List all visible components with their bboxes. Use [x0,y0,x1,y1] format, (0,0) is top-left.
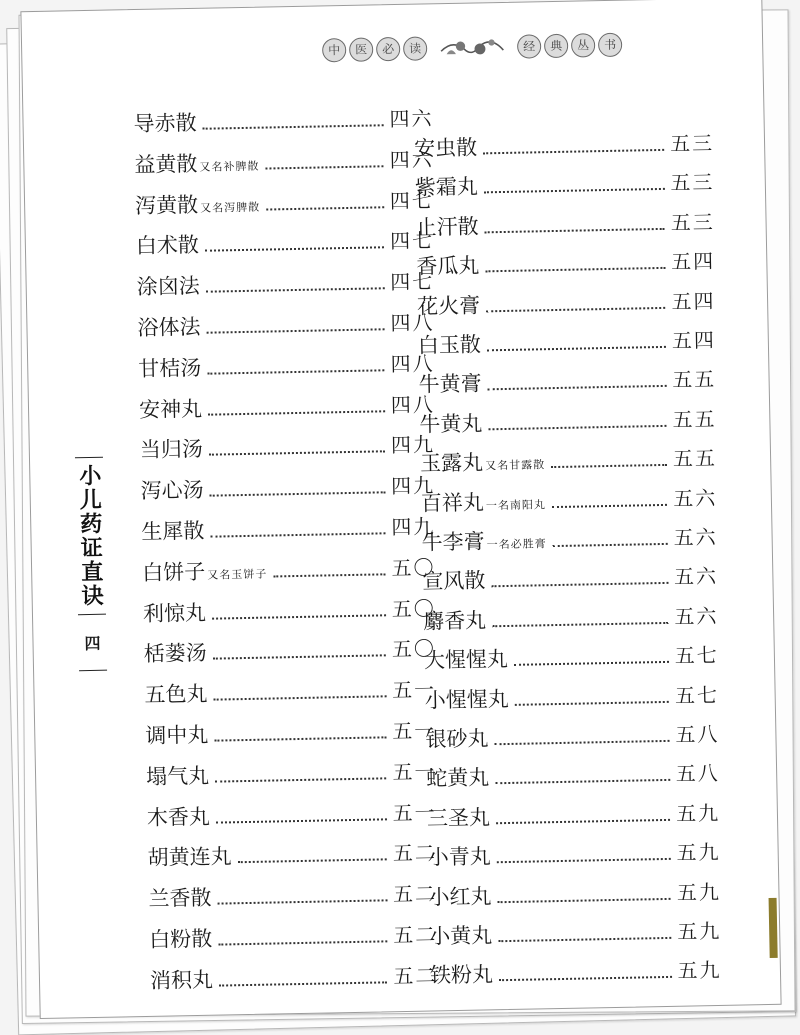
entry-page-number: 四七 [390,269,435,295]
entry-page-number: 四九 [391,514,436,540]
toc-entry [147,837,437,873]
dot-leader [515,700,669,705]
entry-page-number: 五九 [676,840,721,865]
page-number: 四 [84,633,101,654]
entry-page-number: 四八 [390,391,436,417]
toc-entry [134,143,434,179]
dot-leader [487,346,666,351]
entry-page-number: 五一 [392,759,437,785]
toc-entry [133,102,434,138]
book-title: 小儿药证直诀 [75,463,105,609]
dot-leader [206,287,385,292]
dot-leader [215,777,386,782]
dot-leader [514,661,669,666]
toc-entry [137,306,435,342]
dot-leader [498,937,671,942]
dot-leader [495,779,670,784]
toc-entry [143,633,436,669]
series-badge: 中 [322,38,346,62]
dot-leader [496,819,670,824]
entry-title: 浴体法 [137,314,201,341]
dot-leader [552,503,667,507]
dot-leader [492,622,668,627]
dot-leader [213,655,386,660]
toc-entry [146,755,437,791]
toc-entry [424,679,719,715]
toc-entry [415,166,715,202]
toc-entry [420,442,717,478]
entry-title: 导赤散 [133,110,197,137]
toc-entry [425,718,720,754]
entry-title: 泻心汤 [140,477,204,504]
dot-leader [219,981,387,986]
entry-title: 香瓜丸 [416,253,480,279]
entry-page-number: 五三 [670,170,715,196]
dot-leader [205,247,384,252]
entry-note: 一名必胜膏 [486,537,547,552]
entry-page-number: 五八 [675,721,720,747]
entry-title: 玉露丸 [419,450,484,476]
entry-page-number: 五五 [672,406,717,432]
entry-page-number: 五三 [670,209,715,235]
edge-strip [769,898,778,958]
entry-page-number: 四九 [390,473,436,499]
dot-leader [497,858,671,863]
toc-entry [414,127,715,163]
entry-title: 当归汤 [139,437,204,463]
entry-page-number: 五四 [671,288,716,314]
entry-page-number: 五二 [392,840,438,866]
entry-title: 白饼子 [141,559,206,585]
toc-entry [139,388,435,424]
dot-leader [218,900,388,905]
toc-entry [430,954,722,990]
entry-title: 小红丸 [428,883,492,910]
entry-note: 又名玉饼子 [207,567,268,582]
entry-page-number: 四七 [389,228,435,254]
entry-page-number: 四九 [390,432,436,458]
entry-title: 小惺惺丸 [424,686,509,713]
divider [75,457,103,459]
entry-page-number: 五六 [673,485,718,511]
toc-entry [144,674,436,710]
dot-leader [238,859,387,864]
entry-page-number: 五六 [673,564,719,590]
toc-entry [147,796,437,832]
toc-entry [417,285,716,321]
entry-page-number: 五六 [673,524,718,550]
dot-leader [488,425,666,430]
entry-page-number: 五一 [392,799,437,825]
toc-entry [145,714,437,750]
entry-page-number: 五二 [393,963,438,989]
entry-title: 小青丸 [427,844,491,870]
divider [79,670,107,672]
page-header [322,27,623,69]
dot-leader [212,614,386,619]
divider [78,614,106,616]
entry-page-number: 五四 [671,327,717,353]
dot-leader [486,306,665,311]
entry-page-number: 五六 [674,603,719,629]
toc-entry [138,347,435,383]
dot-leader [492,582,669,587]
toc-entry [427,797,721,833]
series-badge: 读 [403,36,427,60]
entry-title: 木香丸 [146,804,211,830]
toc-entry [428,876,721,912]
book-page [20,0,781,1019]
entry-title: 牛李膏 [421,529,485,555]
entry-page-number: 五二 [392,881,438,907]
dot-leader [218,940,387,945]
series-badge: 典 [544,34,568,58]
entry-page-number: 四六 [389,147,434,172]
entry-title: 胡黄连丸 [147,844,232,871]
dot-leader [484,188,665,193]
entry-title: 白玉散 [417,332,482,358]
dot-leader [488,385,667,390]
entry-page-number: 五九 [676,879,722,905]
dot-leader [214,736,386,741]
entry-title: 花火膏 [416,293,481,319]
toc-entry [149,918,438,954]
dot-leader [266,206,384,210]
toc-entry [150,959,438,995]
entry-page-number: 五八 [675,761,720,787]
entry-title: 塌气丸 [145,763,210,789]
entry-page-number: 五〇 [391,595,436,621]
dot-leader [498,897,671,902]
entry-page-number: 五九 [677,958,722,984]
entry-page-number: 四八 [390,351,435,376]
dot-leader [214,696,387,701]
dot-leader [265,165,383,169]
dot-leader [208,410,385,415]
entry-page-number: 五一 [392,718,437,744]
entry-note: 又名甘露散 [485,458,546,473]
dot-leader [203,124,384,129]
toc-entry [419,403,717,439]
entry-page-number: 五九 [675,800,721,826]
series-badge: 经 [517,34,541,58]
toc-entry [421,521,718,557]
entry-title: 安神丸 [138,396,203,422]
toc-entry [140,470,435,506]
entry-title: 调中丸 [145,722,209,748]
entry-note: 又名补脾散 [199,159,260,174]
entry-page-number: 四七 [389,187,435,213]
toc-entry [415,206,715,242]
entry-title: 五色丸 [144,681,208,708]
dot-leader [210,491,386,496]
entry-page-number: 五七 [674,682,720,708]
entry-note: 又名泻脾散 [200,200,261,215]
entry-title: 百祥丸 [420,490,485,516]
series-badge: 医 [349,37,373,61]
toc-entry [422,560,718,596]
entry-page-number: 五五 [672,446,718,471]
toc-entry [418,363,716,399]
dot-leader [483,149,664,154]
dot-leader [273,573,385,577]
entry-page-number: 五二 [392,922,438,948]
series-badges-left [322,36,427,62]
entry-title: 牛黄丸 [419,411,483,437]
toc-entry [429,915,722,951]
entry-page-number: 四六 [389,106,434,132]
dot-leader [485,267,665,272]
series-badges-right [517,33,622,59]
toc-entry [148,878,437,914]
entry-title: 银砂丸 [425,726,489,752]
entry-note: 一名南阳丸 [485,497,547,512]
entry-title: 蛇黄丸 [425,765,490,791]
toc-entry [135,184,434,220]
dot-leader [499,976,672,981]
dot-leader [210,532,385,537]
dot-leader [553,543,668,547]
toc-entry [142,551,436,587]
flower-ornament-icon [437,31,508,64]
entry-title: 白粉散 [149,926,213,952]
toc-entry [418,324,717,360]
entry-page-number: 五〇 [391,636,437,662]
toc-entry [143,592,436,628]
entry-title: 铁粉丸 [429,962,494,988]
entry-page-number: 五九 [676,918,722,944]
series-badge: 必 [376,37,400,61]
toc-entry [416,245,715,281]
dot-leader [551,464,667,468]
entry-title: 利惊丸 [142,600,207,626]
dot-leader [495,740,670,745]
toc-entry [140,429,436,465]
entry-title: 益黄散 [134,151,198,177]
toc-entry [426,757,720,793]
entry-title: 紫霜丸 [414,174,479,201]
entry-title: 牛黄膏 [418,371,482,398]
series-badge: 丛 [571,33,595,57]
entry-title: 宣风散 [422,568,486,594]
entry-page-number: 五七 [674,643,719,668]
toc-entry [424,639,719,675]
entry-title: 安虫散 [413,135,478,161]
dot-leader [485,228,665,233]
toc-entry [141,510,436,546]
entry-title: 泻黄散 [134,192,199,218]
toc-entry [136,266,434,302]
entry-title: 生犀散 [141,518,205,544]
running-sidebar [54,450,128,677]
toc-entry [427,836,720,872]
series-badge: 书 [598,33,622,57]
entry-title: 兰香散 [148,885,212,912]
toc-entry [421,482,718,518]
dot-leader [209,451,385,456]
entry-page-number: 五四 [670,249,716,274]
toc-column-1 [131,4,438,993]
dot-leader [216,818,387,823]
entry-title: 三圣丸 [426,805,491,831]
entry-title: 麝香丸 [422,608,487,634]
entry-page-number: 四八 [390,310,435,336]
entry-page-number: 五一 [391,677,437,703]
entry-title: 白术散 [135,233,200,259]
toc-entry [423,600,719,636]
entry-title: 大惺惺丸 [423,647,509,673]
entry-title: 止汗散 [415,214,479,240]
entry-title: 栝蒌汤 [143,641,207,667]
entry-title: 涂囟法 [136,274,200,300]
entry-page-number: 五〇 [391,555,436,580]
dot-leader [207,369,384,374]
dot-leader [207,328,385,333]
entry-page-number: 五五 [671,367,717,393]
toc-entry [136,225,435,261]
entry-title: 消积丸 [149,967,214,993]
entry-page-number: 五三 [669,130,715,156]
entry-title: 小黄丸 [429,923,493,949]
entry-title: 甘桔汤 [138,355,202,381]
